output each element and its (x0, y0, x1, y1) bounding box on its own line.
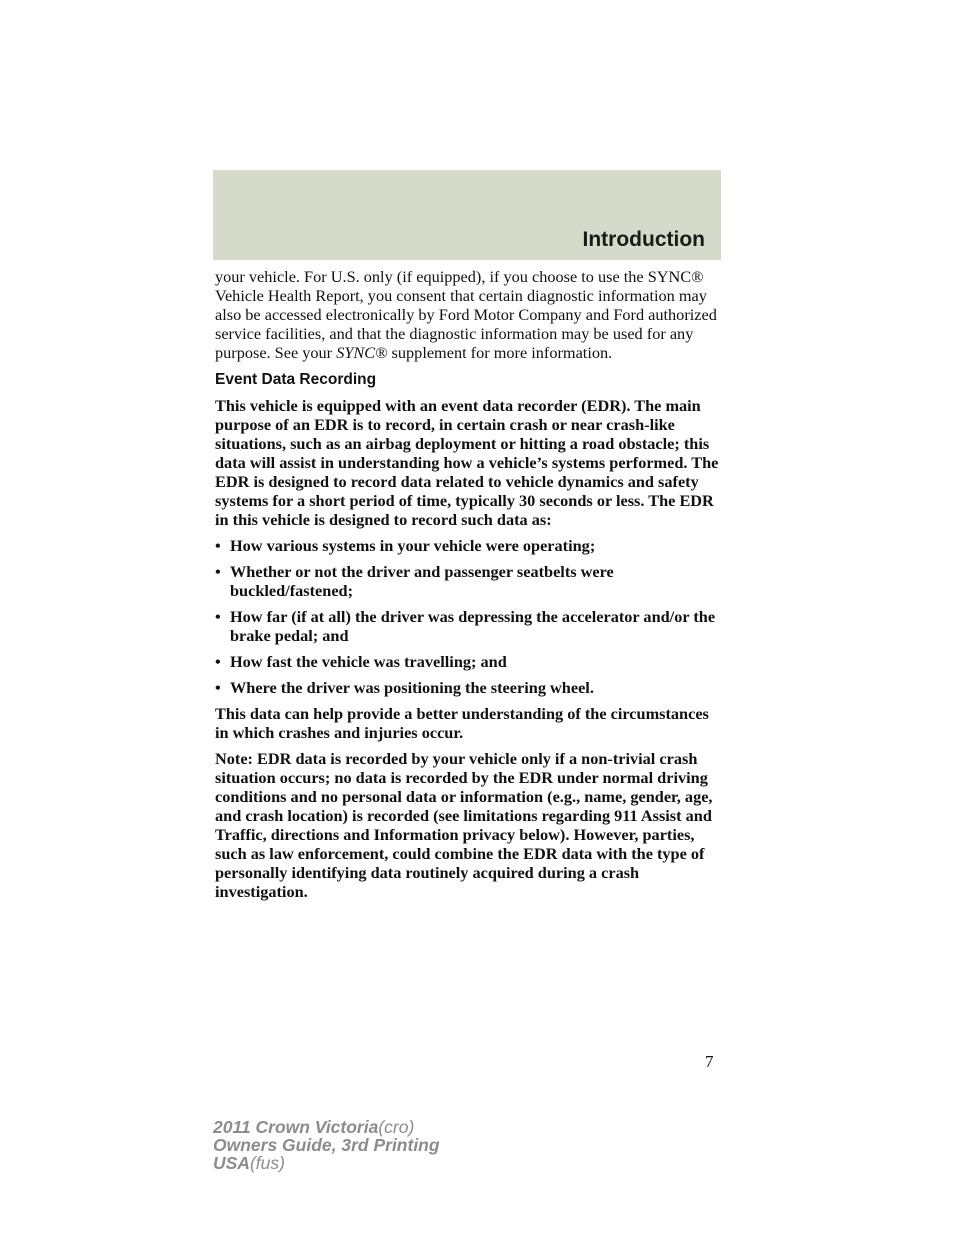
list-item (215, 536, 725, 555)
note-paragraph: Note: EDR data is recorded by your vehicle only if a non-trivial crash situation occurs; no data is recorded by the EDR under normal driving conditions and no personal data or information (e.g., name, gender, age, and crash location) is recorded (see limitations regarding 911 Assist and Traffic, directions and Information privacy below). However, parties, such as law enforcement, could combine the EDR data with the type of personally identifying data routinely acquired during a crash investigation. (215, 749, 713, 901)
footer-model-code: (cro) (378, 1117, 415, 1137)
footer-market: USA (213, 1153, 250, 1173)
edr-data-list (215, 536, 725, 697)
bullet-icon: • (215, 678, 221, 697)
intro-text-end: supplement for more information. (387, 343, 613, 362)
list-item-text: Where the driver was positioning the steering wheel. (230, 678, 594, 697)
list-item-text: How far (if at all) the driver was depressing the accelerator and/or the brake pedal; and (230, 607, 716, 645)
intro-emphasis: SYNC® (336, 343, 388, 362)
intro-text: your vehicle. For U.S. only (if equipped), if you choose to use the SYNC® Vehicle Health Report, you consent that certain diagnostic information may also be accessed electronically by Ford Motor Company and Ford authorized service facilities, and that the diagnostic information may be used for any purpose. See your (215, 267, 717, 362)
bullet-icon: • (215, 652, 221, 671)
section-header-band (213, 170, 721, 260)
list-item-text: How various systems in your vehicle were operating; (230, 536, 596, 555)
edr-paragraph: This vehicle is equipped with an event data recorder (EDR). The main purpose of an EDR is to record, in certain crash or near crash-like situations, such as an airbag deployment or hitting a road obstacle; this data will assist in understanding how a vehicle’s systems performed. The EDR is designed to record data related to vehicle dynamics and safety systems for a short period of time, typically 30 seconds or less. The EDR in this vehicle is designed to record such data as: (215, 396, 719, 529)
footer-market-code: (fus) (249, 1153, 285, 1173)
list-item (215, 678, 725, 697)
list-item (215, 562, 725, 600)
list-item (215, 652, 725, 671)
page-body (215, 267, 725, 908)
section-heading: Event Data Recording (215, 371, 377, 388)
bullet-icon: • (215, 536, 221, 555)
footer-model: 2011 Crown Victoria (213, 1117, 379, 1137)
footer-line-model (213, 1118, 440, 1136)
list-item-text: Whether or not the driver and passenger seatbelts were buckled/fastened; (230, 562, 614, 600)
bullet-icon: • (215, 562, 221, 581)
understanding-paragraph: This data can help provide a better understanding of the circumstances in which crashes and injuries occur. (215, 704, 709, 742)
print-footer (213, 1118, 440, 1172)
list-item-text: How fast the vehicle was travelling; and (230, 652, 507, 671)
page-number: 7 (705, 1052, 714, 1071)
intro-paragraph (215, 267, 725, 362)
section-title: Introduction (582, 228, 705, 251)
footer-line-guide: Owners Guide, 3rd Printing (213, 1135, 440, 1155)
bullet-icon: • (215, 607, 221, 626)
list-item (215, 607, 725, 645)
footer-line-market (213, 1154, 440, 1172)
